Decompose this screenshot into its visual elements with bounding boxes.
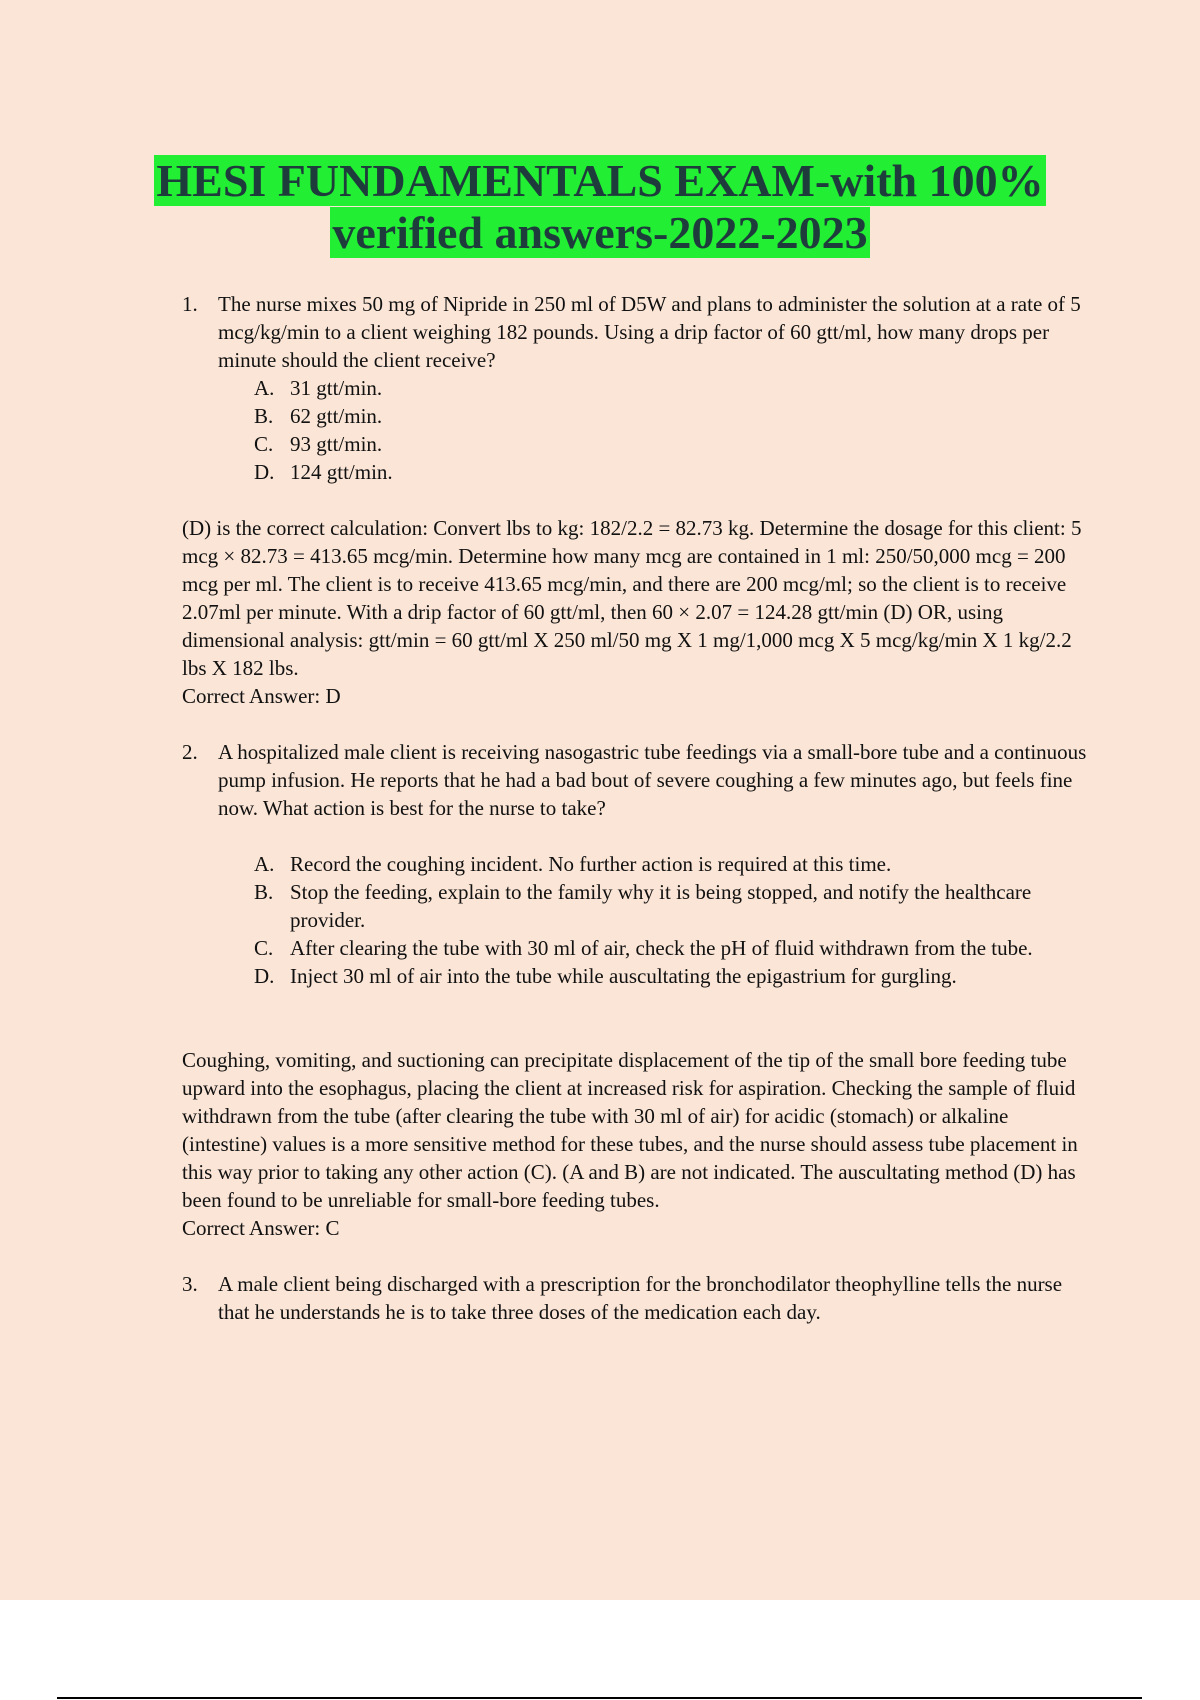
question-number: 3. <box>182 1272 198 1296</box>
option-letter: D. <box>254 460 275 484</box>
option-text: Inject 30 ml of air into the tube while auscultating the epigastrium for gurgling. <box>290 964 957 988</box>
option-letter: B. <box>254 404 274 428</box>
option-a <box>254 374 1087 402</box>
option-c <box>254 934 1087 962</box>
option-text: 31 gtt/min. <box>290 376 383 400</box>
question-text: The nurse mixes 50 mg of Nipride in 250 ml of D5W and plans to administer the solution at a rate of 5 mcg/kg/min to a client weighing 182 pounds. Using a drip factor of 60 gtt/ml, how many drops per minute should the client receive? <box>218 292 1081 372</box>
question-2 <box>182 738 1087 822</box>
option-d <box>254 458 1087 486</box>
question-1-options <box>254 374 1087 486</box>
option-text: Record the coughing incident. No further action is required at this time. <box>290 852 892 876</box>
question-1-answer: Correct Answer: D <box>182 684 341 708</box>
question-number: 1. <box>182 292 198 316</box>
question-text: A male client being discharged with a prescription for the bronchodilator theophylline tells the nurse that he understands he is to take three doses of the medication each day. <box>218 1272 1063 1324</box>
document-title <box>0 155 1200 259</box>
option-letter: C. <box>254 936 274 960</box>
option-text: After clearing the tube with 30 ml of air, check the pH of fluid withdrawn from the tube. <box>290 936 1033 960</box>
question-2-rationale: Coughing, vomiting, and suctioning can precipitate displacement of the tip of the small bore feeding tube upward into the esophagus, placing the client at increased risk for aspiration. Checking the sample of fluid withdrawn from the tube (after clearing the tube with 30 ml of air) for acidic (stomach) or alkaline (intestine) values is a more sensitive method for these tubes, and the nurse should assess tube placement in this way prior to taking any other action (C). (A and B) are not indicated. The auscultating method (D) has been found to be unreliable for small-bore feeding tubes. <box>182 1048 1078 1212</box>
question-1 <box>182 290 1087 374</box>
option-text: 62 gtt/min. <box>290 404 383 428</box>
option-letter: A. <box>254 852 275 876</box>
option-text: 93 gtt/min. <box>290 432 383 456</box>
option-letter: A. <box>254 376 275 400</box>
title-line-2: verified answers-2022-2023 <box>332 207 868 258</box>
option-a <box>254 850 1087 878</box>
question-1-rationale: (D) is the correct calculation: Convert lbs to kg: 182/2.2 = 82.73 kg. Determine the dosage for this client: 5 mcg × 82.73 = 413.65 mcg/min. Determine how many mcg are contained in 1 ml: 250/50,000 mcg = 200 mcg per ml. The client is to receive 413.65 mcg/min, and there are 200 mcg/ml; so the client is to receive 2.07ml per minute. With a drip factor of 60 gtt/ml, then 60 × 2.07 = 124.28 gtt/min (D) OR, using dimensional analysis: gtt/min = 60 gtt/ml X 250 ml/50 mg X 1 mg/1,000 mcg X 5 mcg/kg/min X 1 kg/2.2 lbs X 182 lbs. <box>182 516 1082 680</box>
question-2-options <box>254 850 1087 990</box>
option-letter: C. <box>254 432 274 456</box>
option-d <box>254 962 1087 990</box>
option-b <box>254 402 1087 430</box>
footer-divider <box>57 1697 1142 1699</box>
option-b <box>254 878 1087 934</box>
option-letter: B. <box>254 880 274 904</box>
option-letter: D. <box>254 964 275 988</box>
document-body <box>182 290 1087 1326</box>
option-c <box>254 430 1087 458</box>
title-line-1: HESI FUNDAMENTALS EXAM-with 100% <box>156 155 1044 206</box>
option-text: 124 gtt/min. <box>290 460 393 484</box>
question-text: A hospitalized male client is receiving nasogastric tube feedings via a small-bore tube and a continuous pump infusion. He reports that he had a bad bout of severe coughing a few minutes ago, but feels fine now. What action is best for the nurse to take? <box>218 740 1087 820</box>
option-text: Stop the feeding, explain to the family why it is being stopped, and notify the healthcare provider. <box>290 880 1032 932</box>
question-2-answer: Correct Answer: C <box>182 1216 340 1240</box>
question-3 <box>182 1270 1087 1326</box>
question-number: 2. <box>182 740 198 764</box>
